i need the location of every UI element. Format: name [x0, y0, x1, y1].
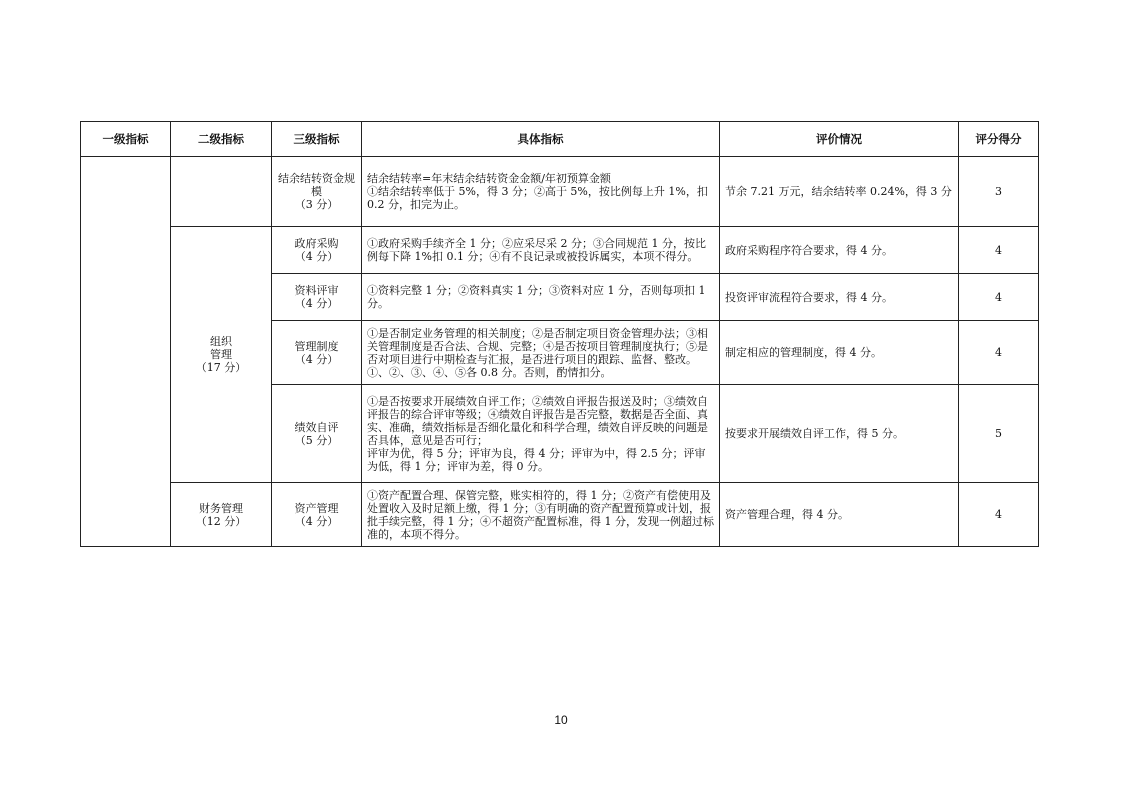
- level3-score: （4 分）: [294, 514, 339, 528]
- level2-cell-org: [171, 227, 272, 483]
- level1-cell: [81, 157, 171, 547]
- level3-name: 资料评审: [294, 284, 339, 297]
- level2-fin-score: （12 分）: [195, 514, 247, 528]
- header-detail: 具体指标: [362, 122, 720, 157]
- level2-org-name1: 组织: [210, 335, 232, 348]
- score-cell: 3: [959, 157, 1039, 227]
- table-row: [81, 157, 1039, 227]
- level3-name: 结余结转资金规模: [278, 172, 355, 198]
- score-cell: 4: [959, 483, 1039, 547]
- header-row: [81, 122, 1039, 157]
- level3-name: 管理制度: [294, 339, 339, 353]
- evaluation-table: [80, 121, 1039, 547]
- level3-cell: [272, 157, 362, 227]
- evaluation-cell: 按要求开展绩效自评工作，得 5 分。: [720, 385, 959, 483]
- header-level2: 二级指标: [171, 122, 272, 157]
- evaluation-cell: 资产管理合理，得 4 分。: [720, 483, 959, 547]
- evaluation-cell: 投资评审流程符合要求，得 4 分。: [720, 274, 959, 321]
- evaluation-cell: 制定相应的管理制度，得 4 分。: [720, 321, 959, 385]
- level3-score: （3 分）: [294, 198, 339, 211]
- level2-org-name2: 管理: [210, 348, 232, 361]
- level3-cell: [272, 385, 362, 483]
- level2-cell-fin: [171, 483, 272, 547]
- header-level3: 三级指标: [272, 122, 362, 157]
- level2-fin-name: 财务管理: [199, 501, 243, 515]
- level3-score: （4 分）: [294, 352, 339, 366]
- detail-cell: ①政府采购手续齐全 1 分；②应采尽采 2 分；③合同规范 1 分，按比例每下降 1%扣 0.1 分；④有不良记录或被投诉属实，本项不得分。: [362, 227, 720, 274]
- score-cell: 4: [959, 321, 1039, 385]
- level2-org-score: （17 分）: [195, 361, 247, 374]
- header-level1: 一级指标: [81, 122, 171, 157]
- detail-cell: ①资产配置合理、保管完整，账实相符的，得 1 分；②资产有偿使用及处置收入及时足额上缴，得 1 分；③有明确的资产配置预算或计划，报批手续完整，得 1 分；④不超资产配置标准，得 1 分，发现一例超过标准的，本项不得分。: [362, 483, 720, 547]
- level3-cell: [272, 227, 362, 274]
- detail-cell: ①资料完整 1 分；②资料真实 1 分；③资料对应 1 分，否则每项扣 1 分。: [362, 274, 720, 321]
- evaluation-cell: 政府采购程序符合要求，得 4 分。: [720, 227, 959, 274]
- level3-cell: [272, 321, 362, 385]
- level3-score: （4 分）: [294, 250, 339, 263]
- detail-cell: 结余结转率=年末结余结转资金金额/年初预算金额 ①结余结转率低于 5%，得 3 分；②高于 5%，按比例每上升 1%，扣 0.2 分，扣完为止。: [362, 157, 720, 227]
- page-number: 10: [554, 713, 568, 727]
- header-score: 评分得分: [959, 122, 1039, 157]
- score-cell: 4: [959, 227, 1039, 274]
- table-row: [81, 227, 1039, 274]
- level3-score: （5 分）: [294, 433, 339, 447]
- score-cell: 5: [959, 385, 1039, 483]
- level3-cell: [272, 483, 362, 547]
- level3-name: 资产管理: [294, 501, 339, 515]
- table-row: [81, 483, 1039, 547]
- level3-cell: [272, 274, 362, 321]
- level2-cell-empty: [171, 157, 272, 227]
- score-cell: 4: [959, 274, 1039, 321]
- detail-cell: ①是否制定业务管理的相关制度；②是否制定项目资金管理办法；③相关管理制度是否合法、合规、完整；④是否按项目管理制度执行；⑤是否对项目进行中期检查与汇报，是否进行项目的跟踪、监督、整改。①、②、③、④、⑤各 0.8 分。否则，酌情扣分。: [362, 321, 720, 385]
- level3-score: （4 分）: [294, 297, 339, 310]
- evaluation-cell: 节余 7.21 万元，结余结转率 0.24%，得 3 分: [720, 157, 959, 227]
- detail-cell: ①是否按要求开展绩效自评工作；②绩效自评报告报送及时；③绩效自评报告的综合评审等级；④绩效自评报告是否完整，数据是否全面、真实、准确，绩效指标是否细化量化和科学合理，绩效自评反映的问题是否具体，意见是否可行； 评审为优，得 5 分；评审为良，得 4 分；评审为中，得 2.5 分；评审为低，得 1 分；评审为差，得 0 分。: [362, 385, 720, 483]
- header-evaluation: 评价情况: [720, 122, 959, 157]
- level3-name: 绩效自评: [294, 420, 339, 434]
- level3-name: 政府采购: [294, 237, 339, 250]
